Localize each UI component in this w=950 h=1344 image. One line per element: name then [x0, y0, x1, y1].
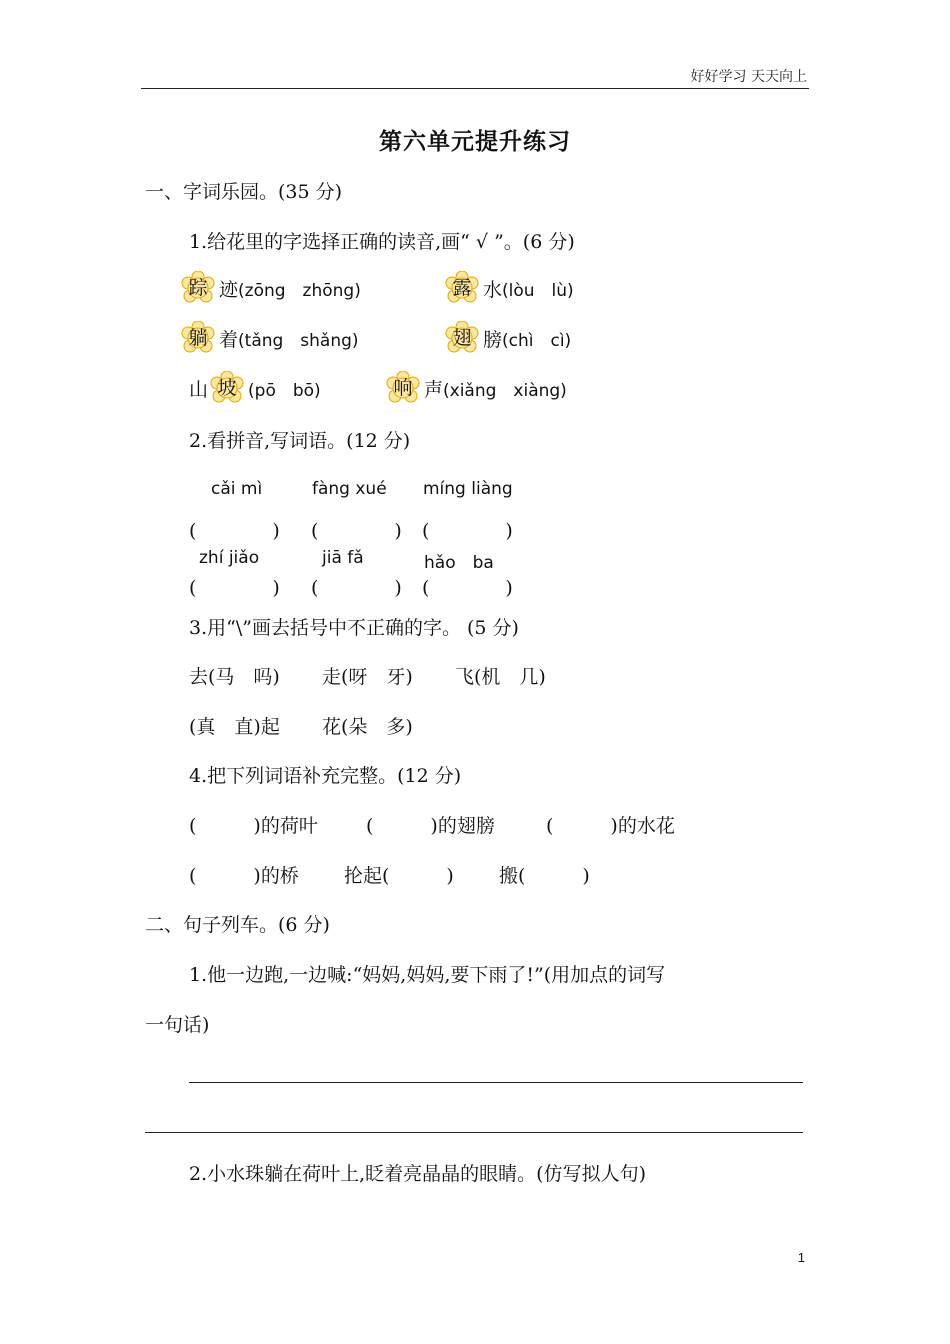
q2-pinyin: míng liàng	[423, 479, 513, 499]
s2-prompt: 2.小水珠躺在荷叶上,眨着亮晶晶的眼睛。(仿写拟人句)	[189, 1163, 646, 1185]
q3-choice[interactable]: 花(朵 多)	[322, 716, 413, 738]
q2-pinyin: zhí jiǎo	[199, 548, 260, 568]
q1-item: 躺 着 (tǎng shǎng)	[181, 321, 359, 360]
page-title: 第六单元提升练习	[379, 128, 571, 155]
q3-choice[interactable]: (真 直)起	[189, 716, 280, 738]
q4-blank[interactable]: 抡起( )	[344, 865, 454, 887]
section2-heading: 二、句子列车。(6 分)	[145, 914, 330, 936]
header-rule	[141, 88, 809, 89]
q4-blank[interactable]: ( )的荷叶	[189, 815, 318, 837]
answer-box[interactable]: ( )	[311, 520, 402, 542]
q3-prompt: 3.用“\”画去括号中不正确的字。 (5 分)	[189, 617, 519, 639]
section1-heading: 一、字词乐园。(35 分)	[145, 181, 343, 203]
q4-blank[interactable]: ( )的水花	[546, 815, 675, 837]
flower-icon[interactable]: 翅	[445, 321, 479, 355]
q2-pinyin: jiā fǎ	[322, 548, 364, 568]
q1-item: 踪 迹 (zōng zhōng)	[181, 271, 361, 310]
q1-prompt: 1.给花里的字选择正确的读音,画“ √ ”。(6 分)	[189, 231, 575, 253]
s1-prompt: 1.他一边跑,一边喊:“妈妈,妈妈,要下雨了!”(用加点的词写	[189, 964, 666, 986]
s1-prompt-cont: 一句话)	[145, 1014, 210, 1036]
q4-blank[interactable]: ( )的翅膀	[366, 815, 495, 837]
flower-icon[interactable]: 坡	[210, 371, 244, 405]
q2-prompt: 2.看拼音,写词语。(12 分)	[189, 430, 411, 452]
q1-item: 山 坡 (pō bō)	[189, 371, 321, 405]
q4-blank[interactable]: 搬( )	[499, 865, 590, 887]
q4-blank[interactable]: ( )的桥	[189, 865, 299, 887]
q2-pinyin: cǎi mì	[211, 479, 263, 499]
q4-prompt: 4.把下列词语补充完整。(12 分)	[189, 765, 462, 787]
page-number: 1	[797, 1250, 805, 1265]
answer-box[interactable]: ( )	[189, 577, 280, 599]
answer-box[interactable]: ( )	[311, 577, 402, 599]
q2-pinyin: fàng xué	[312, 479, 387, 499]
answer-box[interactable]: ( )	[422, 520, 513, 542]
header-motto: 好好学习 天天向上	[690, 69, 807, 85]
q2-pinyin: hǎo ba	[424, 553, 494, 573]
answer-line[interactable]	[145, 1132, 803, 1133]
flower-icon[interactable]: 响	[386, 371, 420, 405]
flower-icon[interactable]: 露	[445, 271, 479, 305]
q1-item: 翅 膀 (chì cì)	[445, 321, 571, 360]
flower-icon[interactable]: 躺	[181, 321, 215, 355]
answer-box[interactable]: ( )	[422, 577, 513, 599]
q3-choice[interactable]: 飞(机 几)	[455, 666, 546, 688]
q1-item: 响 声 (xiǎng xiàng)	[386, 371, 567, 410]
answer-line[interactable]	[189, 1082, 803, 1083]
q3-choice[interactable]: 走(呀 牙)	[322, 666, 413, 688]
q3-choice[interactable]: 去(马 吗)	[189, 666, 280, 688]
q1-item: 露 水 (lòu lù)	[445, 271, 574, 310]
answer-box[interactable]: ( )	[189, 520, 280, 542]
flower-icon[interactable]: 踪	[181, 271, 215, 305]
